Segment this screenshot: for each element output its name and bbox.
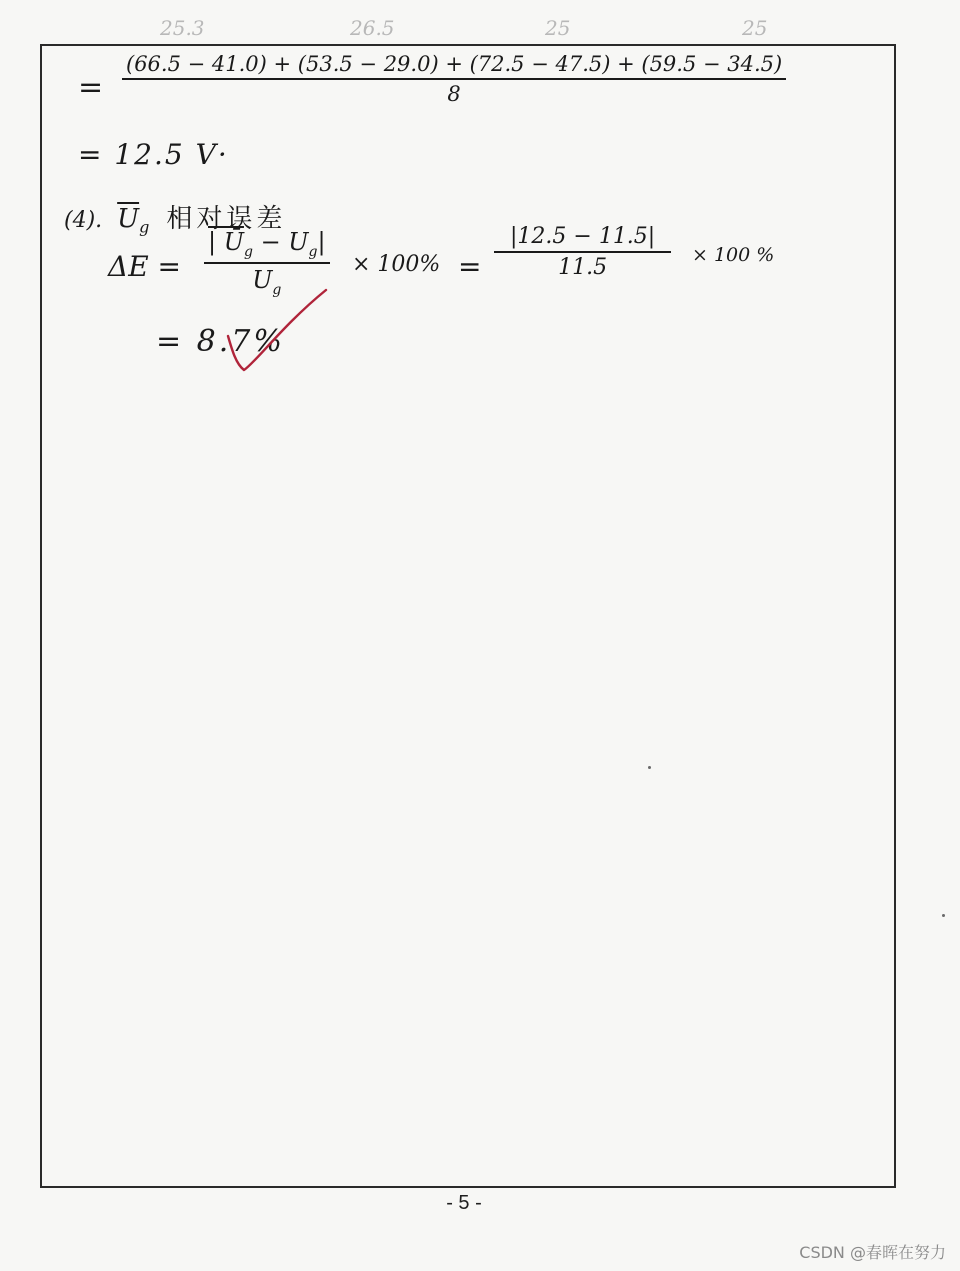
page-number: - 5 - xyxy=(446,1192,482,1214)
formula-fraction-1-numerator: | $Ū_g - U_g|$ xyxy=(208,228,326,260)
item4-symbol: $\overline{U}$ xyxy=(117,204,140,234)
formula-fraction-1-denominator: $U_g$ xyxy=(252,265,282,298)
formula-fraction-2-numerator: |12.5 − 11.5| xyxy=(510,224,656,249)
scan-speck xyxy=(648,766,651,769)
check-mark-icon xyxy=(222,288,332,378)
line1-numerator: (66.5 − 41.0) + (53.5 − 29.0) + (72.5 − 47.5) + (59.5 − 34.5) xyxy=(126,52,783,76)
line1-denominator: 8 xyxy=(447,82,461,106)
formula-fraction-2-denominator: 11.5 xyxy=(558,255,608,280)
item4-label: (4). xyxy=(64,208,103,233)
pencil-note-3: 25 xyxy=(545,16,571,40)
final-result: = 8.7% xyxy=(156,324,285,359)
line1-equals: = xyxy=(78,70,104,105)
formula-fraction-2 xyxy=(494,224,671,280)
pencil-note-2: 26.5 xyxy=(350,16,395,40)
line1-fraction xyxy=(122,52,786,106)
formula-multiplier-2: × 100 % xyxy=(692,244,775,266)
item4-title: 相对误差 xyxy=(166,204,287,234)
formula-multiplier-1: × 100% xyxy=(352,252,441,277)
line2-result: = 12.5 V· xyxy=(78,138,229,171)
pencil-note-4: 25 xyxy=(742,16,768,40)
formula-equals: = xyxy=(458,250,482,283)
scan-speck xyxy=(942,914,945,917)
item4-subscript: g xyxy=(139,217,150,237)
pencil-note-1: 25.3 xyxy=(160,16,205,40)
watermark: CSDN @春晖在努力 xyxy=(799,1243,946,1262)
formula-lhs: ΔE = xyxy=(108,250,182,283)
